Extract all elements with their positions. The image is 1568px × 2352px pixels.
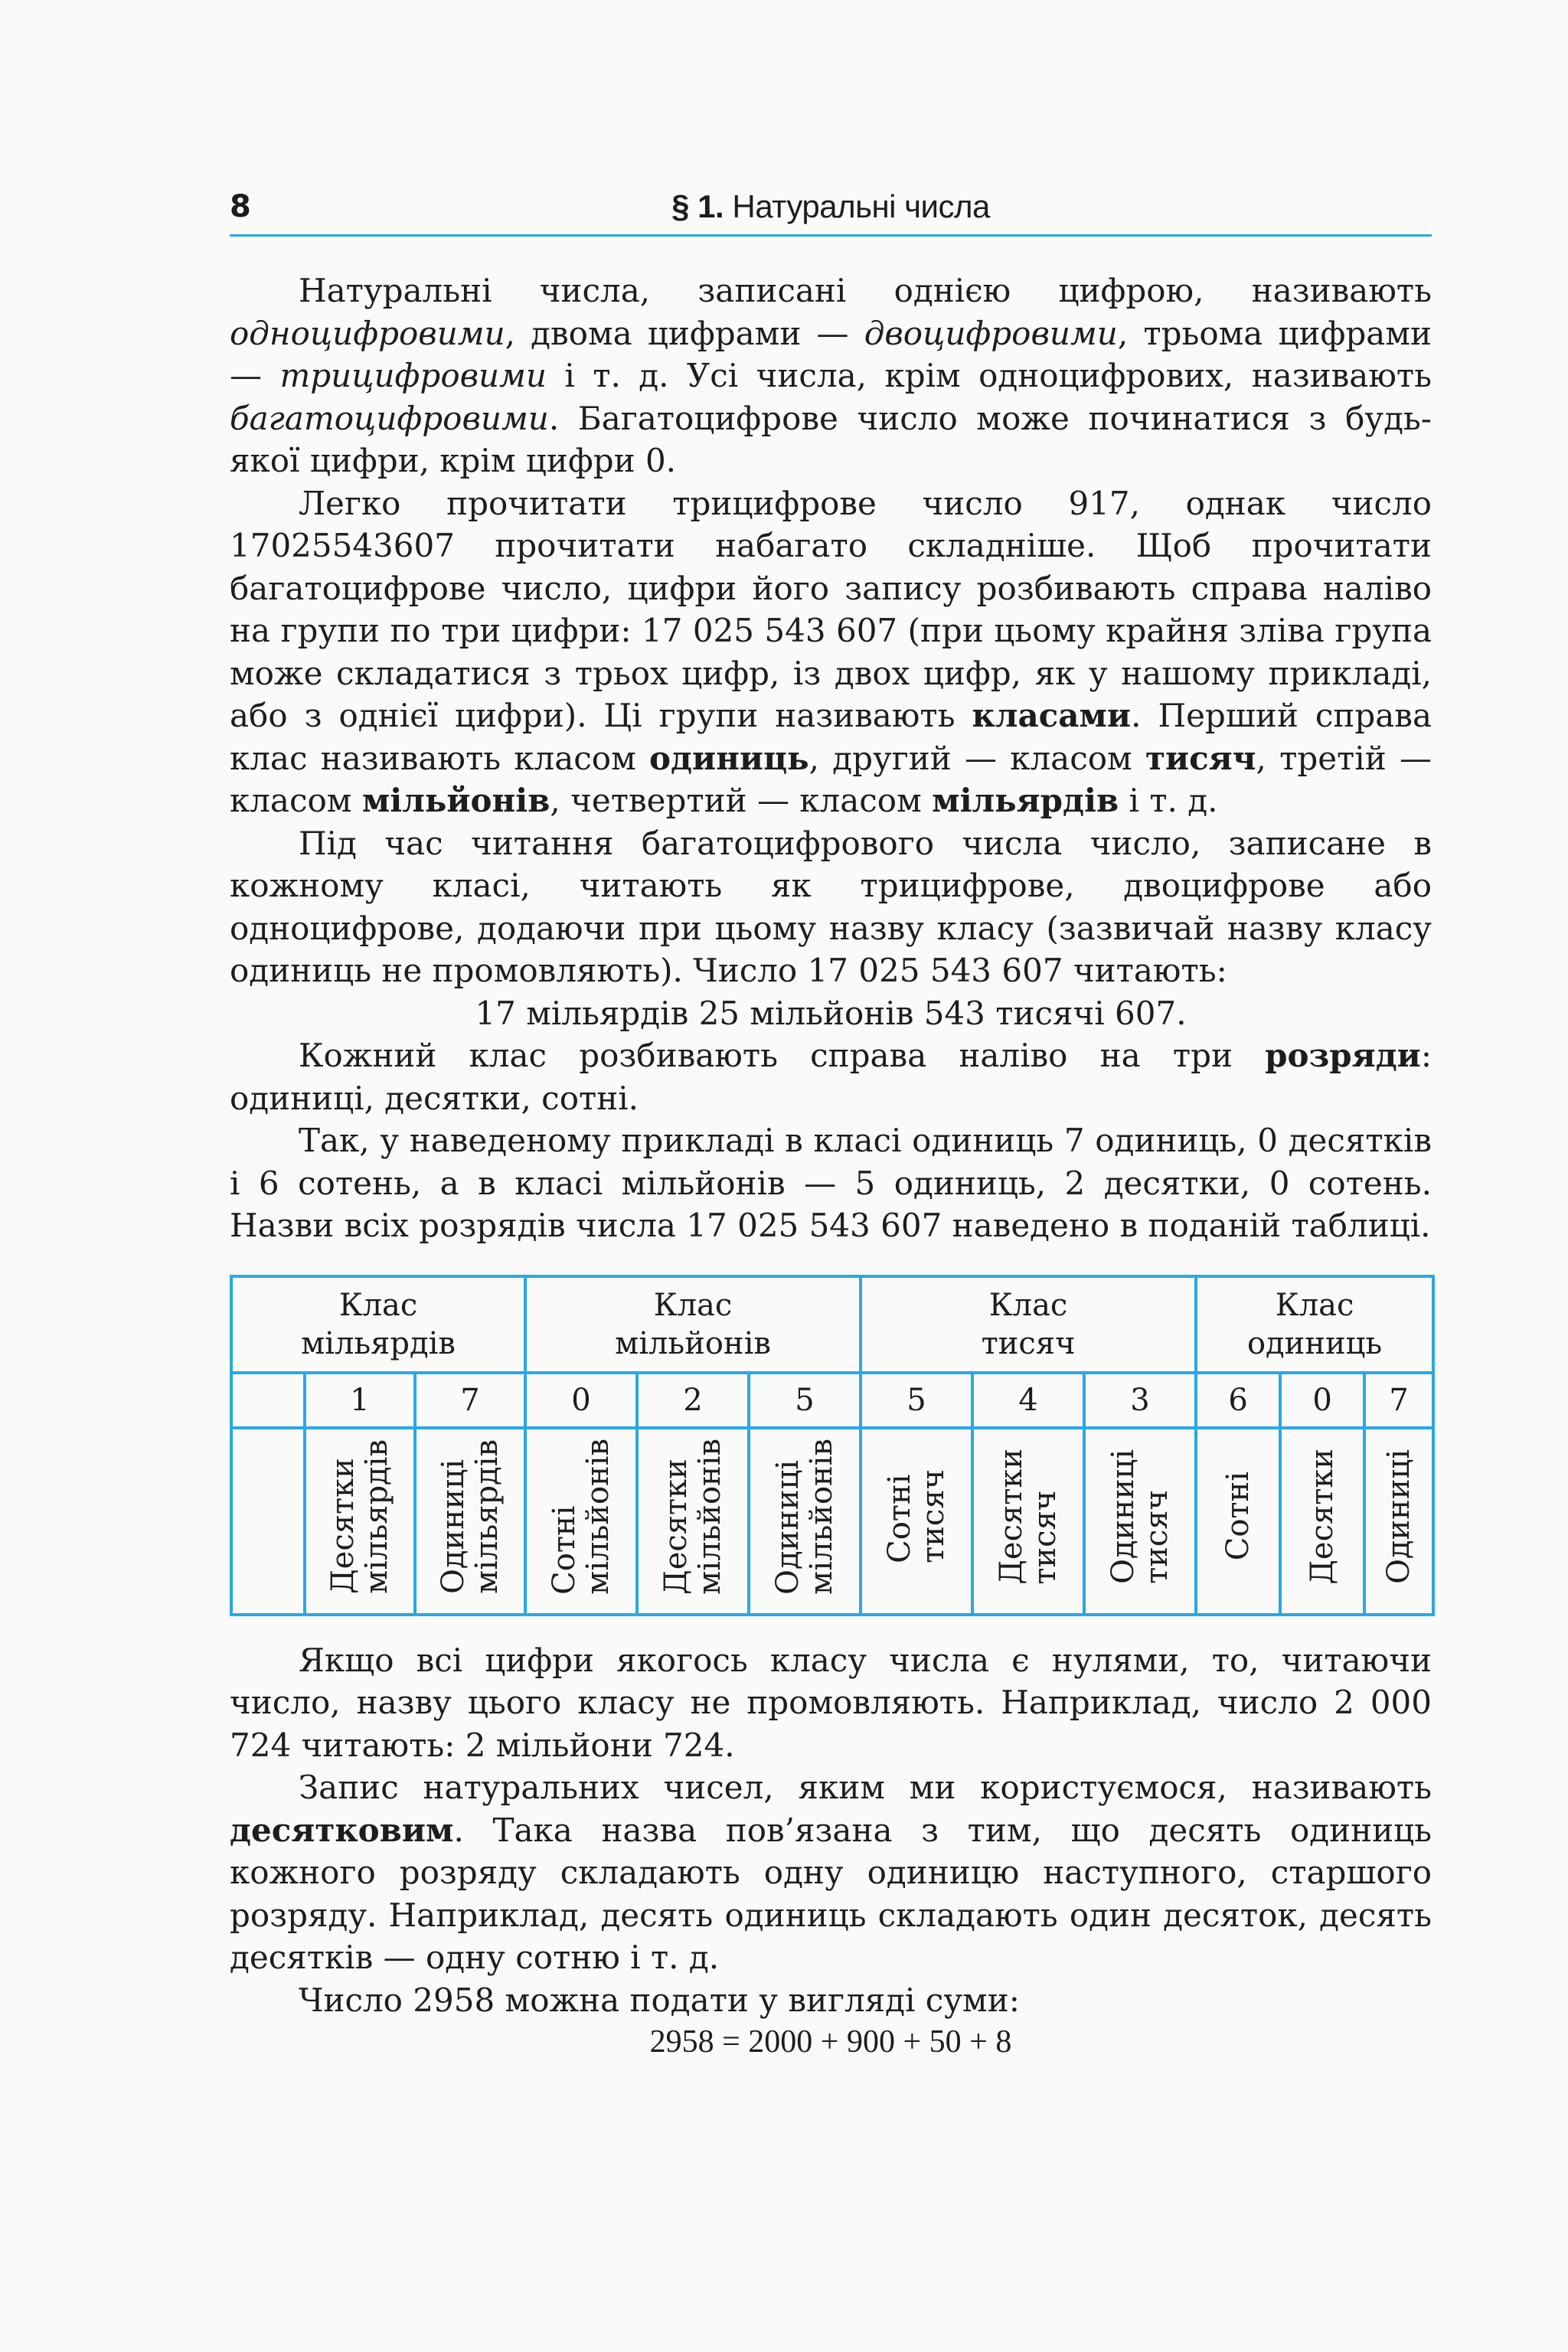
paragraph-example: Так, у наведеному прикладі в класі одиниць 7 одиниць, 0 десятків і 6 сотень, а в класі мільйонів — 5 одиниць, 2 десятки, 0 сотень. Назви всіх розрядів числа 17 025 543 607 наведено в поданій таблиці.: [230, 1122, 1432, 1244]
rank-cell: Одиниці мільярдів: [415, 1428, 525, 1615]
term-one-digit: одноцифровими: [230, 314, 505, 352]
paragraph-reading: Під час читання багатоцифрового числа число, записане в кожному класі, читають як трицифрове, двоцифрове або одноцифрове, додаючи при цьому назву класу (зазвичай назву класу одиниць не промовляють). Число 17 025 543 607 читають:: [230, 824, 1432, 989]
digit-cell: 6: [1196, 1373, 1280, 1428]
rank-cell: Одиниці мільйонів: [749, 1428, 861, 1615]
running-head: [230, 185, 1432, 228]
class-cell: Клас мільйонів: [525, 1276, 861, 1373]
digit-cell: 0: [525, 1373, 637, 1428]
digit-cell: 1: [305, 1373, 415, 1428]
rank-cell: Десятки: [1280, 1428, 1364, 1615]
rank-cell: Десятки мільйонів: [637, 1428, 749, 1615]
rank-cell: Одиниці тисяч: [1084, 1428, 1196, 1615]
class-row: [231, 1276, 1433, 1373]
term-units: одиниць: [649, 739, 809, 777]
term-multi-digit: багатоцифровими: [230, 399, 549, 437]
term-billions: мільярдів: [932, 782, 1119, 819]
digit-cell: 4: [972, 1373, 1084, 1428]
digit-cell: 7: [415, 1373, 525, 1428]
term-thousands: тисяч: [1145, 739, 1256, 777]
sum-formula: 2958 = 2000 + 900 + 50 + 8: [649, 2024, 1012, 2060]
rank-cell: Одиниці: [1364, 1428, 1433, 1615]
term-decimal: десятковим: [230, 1811, 454, 1849]
term-ranks: розряди: [1265, 1037, 1421, 1074]
term-three-digit: трицифровими: [279, 357, 547, 394]
rank-cell: [231, 1428, 305, 1615]
rank-cell: Сотні: [1196, 1428, 1280, 1615]
term-millions: мільйонів: [361, 782, 550, 819]
digit-cell: 0: [1280, 1373, 1364, 1428]
digit-cell: 7: [1364, 1373, 1433, 1428]
section-title: Натуральні числа: [732, 188, 990, 224]
paragraph-digit-counts: Натуральні числа, записані однією цифрою, називають одноцифровими, двома цифрами — двоцифровими, трьома цифрами — трицифровими і т. д. Усі числа, крім одноцифрових, називають багатоцифровими. Багатоцифрове число може починатися з будь-якої цифри, крім цифри 0.: [230, 272, 1432, 479]
digit-row: [231, 1373, 1433, 1428]
example-reading: 17 мільярдів 25 мільйонів 543 тисячі 607.: [475, 994, 1187, 1032]
class-cell: Клас одиниць: [1196, 1276, 1433, 1373]
rank-cell: Десятки тисяч: [972, 1428, 1084, 1615]
digit-cell: 5: [861, 1373, 972, 1428]
rank-cell: Десятки мільярдів: [305, 1428, 415, 1615]
paragraph-zero-class: Якщо всі цифри якогось класу числа є нулями, то, читаючи число, назву цього класу не промовляють. Наприклад, число 2 000 724 читають: 2 мільйони 724.: [230, 1641, 1432, 1764]
section-mark: § 1.: [671, 188, 724, 224]
class-cell: Клас мільярдів: [231, 1276, 525, 1373]
page-header: [230, 185, 1432, 237]
page-number: 8: [230, 189, 251, 224]
digit-cell: 5: [749, 1373, 861, 1428]
class-cell: Клас тисяч: [861, 1276, 1196, 1373]
paragraph-sum: Число 2958 можна подати у вигляді суми:: [299, 1981, 1020, 2019]
paragraph-decimal: Запис натуральних чисел, яким ми користуємося, називають десятковим. Така назва пов’язана з тим, що десять одиниць кожного розряду складають одну одиницю наступного, старшого розряду. Наприклад, десять одиниць складають один десяток, десять десятків — одну сотню і т. д.: [230, 1769, 1432, 1976]
term-classes: класами: [972, 697, 1132, 734]
rank-name-row: [231, 1428, 1433, 1615]
digit-cell: [231, 1373, 305, 1428]
paragraph-classes: Легко прочитати трицифрове число 917, однак число 17025543607 прочитати набагато складніше. Щоб прочитати багатоцифрове число, цифри його запису розбивають справа наліво на групи по три цифри: 17 025 543 607 (при цьому крайня зліва група може складатися з трьох цифр, із двох цифр, як у нашому прикладі, або з однієї цифри). Ці групи називають класами. Перший справа клас називають класом одиниць, другий — класом тисяч, третій — класом мільйонів, четвертий — класом мільярдів і т. д.: [230, 484, 1432, 819]
rank-cell: Сотні тисяч: [861, 1428, 972, 1615]
digit-cell: 3: [1084, 1373, 1196, 1428]
rank-cell: Сотні мільйонів: [525, 1428, 637, 1615]
term-two-digit: двоцифровими: [864, 314, 1118, 352]
paragraph-ranks: Кожний клас розбивають справа наліво на три розряди: одиниці, десятки, сотні.: [230, 1037, 1432, 1117]
digit-cell: 2: [637, 1373, 749, 1428]
place-value-table: [230, 1275, 1435, 1616]
page-body: [230, 270, 1432, 2064]
